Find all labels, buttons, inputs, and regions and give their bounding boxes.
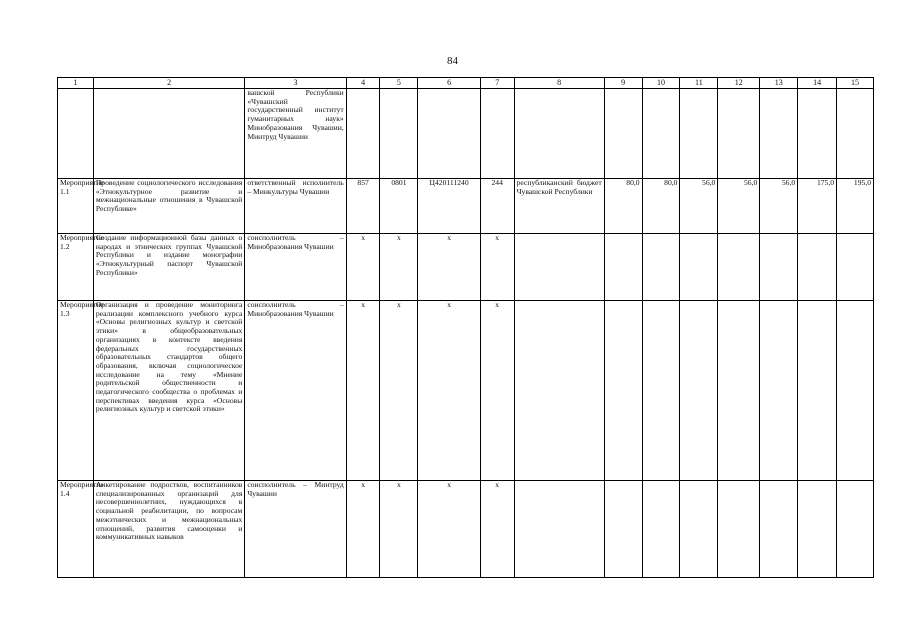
cell-event: Мероприятие 1.1 — [58, 179, 94, 234]
cell-event: Мероприятие 1.3 — [58, 301, 94, 481]
cell-c12 — [718, 89, 760, 179]
cell-c11: 56,0 — [680, 179, 718, 234]
cell-c6: x — [418, 234, 480, 301]
cell-c7 — [480, 89, 514, 179]
col-header-3: 3 — [245, 78, 346, 89]
cell-executor: вашской Республики «Чувашский государственный институт гуманитарных наук» Минобразования Чувашии, Минтруд Чувашии — [245, 89, 346, 179]
col-header-7: 7 — [480, 78, 514, 89]
cell-event: Мероприятие 1.2 — [58, 234, 94, 301]
cell-event — [58, 89, 94, 179]
cell-c11 — [680, 481, 718, 578]
program-table — [57, 77, 874, 578]
cell-c10: 80,0 — [642, 179, 680, 234]
cell-executor: соисполнитель – Минобразования Чувашии — [245, 301, 346, 481]
cell-c14 — [798, 481, 837, 578]
col-header-14: 14 — [798, 78, 837, 89]
cell-event: Мероприятие 1.4 — [58, 481, 94, 578]
cell-c10 — [642, 234, 680, 301]
cell-c4: x — [346, 301, 380, 481]
col-header-9: 9 — [604, 78, 642, 89]
col-header-5: 5 — [380, 78, 418, 89]
cell-c12 — [718, 301, 760, 481]
cell-funding-source — [514, 481, 604, 578]
cell-description: Создание информационной базы данных о народах и этнических группах Чувашской Республики и издание монографии «Этнокультурный паспорт Чувашской Республики» — [93, 234, 245, 301]
header-row — [58, 78, 874, 89]
cell-c4 — [346, 89, 380, 179]
cell-funding-source — [514, 301, 604, 481]
table-row — [58, 89, 874, 179]
cell-c4: 857 — [346, 179, 380, 234]
cell-c14: 175,0 — [798, 179, 837, 234]
cell-c5: 0801 — [380, 179, 418, 234]
cell-c15 — [837, 301, 874, 481]
col-header-11: 11 — [680, 78, 718, 89]
cell-c12 — [718, 481, 760, 578]
cell-c13 — [760, 89, 798, 179]
col-header-2: 2 — [93, 78, 245, 89]
page-number: 84 — [447, 55, 458, 67]
cell-funding-source — [514, 234, 604, 301]
cell-c7: x — [480, 234, 514, 301]
cell-c10 — [642, 481, 680, 578]
cell-executor: ответственный исполнитель – Минкультуры Чувашии — [245, 179, 346, 234]
cell-c9 — [604, 301, 642, 481]
cell-c10 — [642, 301, 680, 481]
cell-c11 — [680, 234, 718, 301]
cell-c12 — [718, 234, 760, 301]
cell-c5: x — [380, 301, 418, 481]
cell-c9 — [604, 234, 642, 301]
col-header-8: 8 — [514, 78, 604, 89]
cell-c4: x — [346, 234, 380, 301]
cell-description: Организация и проведение мониторинга реализации комплексного учебного курса «Основы религиозных культур и светской этики» в общеобразовательных организациях в контексте введения федеральных государственных образовательных стандартов общего образования, включая социологическое исследование на тему «Мнение родительской общественности и педагогического сообщества о проблемах и перспективах введения курса «Основы религиозных культур и светской этики» — [93, 301, 245, 481]
col-header-15: 15 — [837, 78, 874, 89]
cell-c6: x — [418, 301, 480, 481]
cell-c13 — [760, 234, 798, 301]
table-row — [58, 481, 874, 578]
cell-c5 — [380, 89, 418, 179]
table-row — [58, 179, 874, 234]
cell-c13 — [760, 301, 798, 481]
cell-c15: 195,0 — [837, 179, 874, 234]
cell-description: Проведение социологического исследования «Этнокультурное развитие и межнациональные отношения в Чувашской Республике» — [93, 179, 245, 234]
cell-c15 — [837, 481, 874, 578]
cell-c14 — [798, 301, 837, 481]
cell-c6 — [418, 89, 480, 179]
col-header-13: 13 — [760, 78, 798, 89]
cell-c11 — [680, 301, 718, 481]
cell-executor: соисполнитель – Минобразования Чувашии — [245, 234, 346, 301]
cell-c7: x — [480, 301, 514, 481]
cell-c9 — [604, 481, 642, 578]
col-header-6: 6 — [418, 78, 480, 89]
cell-c10 — [642, 89, 680, 179]
cell-c13 — [760, 481, 798, 578]
col-header-12: 12 — [718, 78, 760, 89]
cell-c14 — [798, 89, 837, 179]
col-header-10: 10 — [642, 78, 680, 89]
col-header-4: 4 — [346, 78, 380, 89]
cell-funding-source: республиканский бюджет Чувашской Республики — [514, 179, 604, 234]
cell-c7: 244 — [480, 179, 514, 234]
cell-c4: x — [346, 481, 380, 578]
cell-c5: x — [380, 234, 418, 301]
cell-c5: x — [380, 481, 418, 578]
cell-c7: x — [480, 481, 514, 578]
cell-c13: 56,0 — [760, 179, 798, 234]
table-row — [58, 301, 874, 481]
cell-c9 — [604, 89, 642, 179]
cell-c6: Ц420111240 — [418, 179, 480, 234]
cell-c15 — [837, 89, 874, 179]
cell-c12: 56,0 — [718, 179, 760, 234]
cell-c9: 80,0 — [604, 179, 642, 234]
cell-description — [93, 89, 245, 179]
table-row — [58, 234, 874, 301]
cell-c11 — [680, 89, 718, 179]
cell-c15 — [837, 234, 874, 301]
col-header-1: 1 — [58, 78, 94, 89]
cell-funding-source — [514, 89, 604, 179]
cell-executor: соисполнитель – Минтруд Чувашии — [245, 481, 346, 578]
cell-description: Анкетирование подростков, воспитанников специализированных организаций для несовершеннолетних, нуждающихся в социальной реабилитации, по вопросам межэтнических и межнациональных отношений, развития самооценки и коммуникативных навыков — [93, 481, 245, 578]
cell-c14 — [798, 234, 837, 301]
cell-c6: x — [418, 481, 480, 578]
